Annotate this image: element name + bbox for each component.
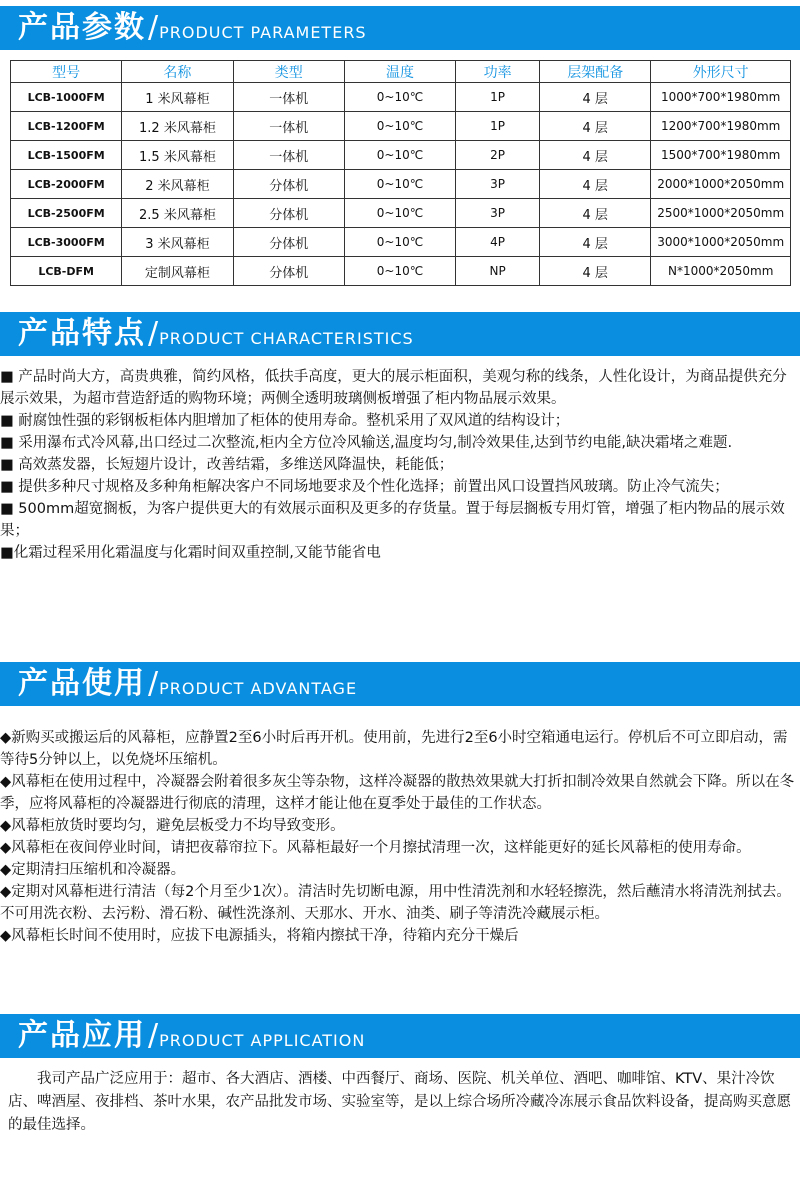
table-row bbox=[11, 141, 791, 170]
cell-type: 分体机 bbox=[233, 257, 344, 286]
section-title-cn: 产品特点 bbox=[18, 316, 146, 351]
cell-power: 3P bbox=[456, 170, 540, 199]
cell-name: 3 米风幕柜 bbox=[122, 228, 233, 257]
section-header-application: 产品应用 / PRODUCT APPLICATION bbox=[0, 1014, 800, 1058]
section-title-en: PRODUCT ADVANTAGE bbox=[159, 679, 358, 698]
section-title-cn: 产品使用 bbox=[18, 666, 146, 701]
section-header-characteristics: 产品特点 / PRODUCT CHARACTERISTICS bbox=[0, 312, 800, 356]
header-temperature: 温度 bbox=[344, 61, 455, 83]
characteristic-item: ■ 提供多种尺寸规格及多种角柜解决客户不同场地要求及个性化选择；前置出风口设置挡风玻璃。防止冷气流失； bbox=[0, 479, 729, 495]
header-power: 功率 bbox=[456, 61, 540, 83]
usage-item: ◆风幕柜在使用过程中，冷凝器会附着很多灰尘等杂物，这样冷凝器的散热效果就大打折扣制冷效果自然就会下降。所以在冬季，应将风幕柜的冷凝器进行彻底的清理，这样才能让他在夏季处于最佳的工作状态。 bbox=[0, 774, 795, 812]
cell-model: LCB-1200FM bbox=[11, 112, 122, 141]
application-text bbox=[0, 1068, 800, 1137]
advantage-list bbox=[0, 727, 800, 947]
characteristic-item: ■化霜过程采用化霜温度与化霜时间双重控制,又能节能省电 bbox=[0, 545, 381, 561]
cell-shelves: 4 层 bbox=[540, 257, 651, 286]
characteristic-item: ■ 产品时尚大方，高贵典雅，简约风格，低扶手高度，更大的展示柜面积，美观匀称的线条，人性化设计，为商品提供充分展示效果，为超市营造舒适的购物环境；两侧全透明玻璃侧板增强了柜内物品展示效果。 bbox=[0, 369, 787, 407]
section-title-en: PRODUCT APPLICATION bbox=[159, 1031, 366, 1050]
cell-power: 3P bbox=[456, 199, 540, 228]
section-title-cn: 产品参数 bbox=[18, 10, 146, 45]
cell-temperature: 0~10℃ bbox=[344, 170, 455, 199]
cell-model: LCB-2000FM bbox=[11, 170, 122, 199]
characteristics-list bbox=[0, 366, 800, 564]
header-model: 型号 bbox=[11, 61, 122, 83]
cell-temperature: 0~10℃ bbox=[344, 199, 455, 228]
usage-item: ◆定期清扫压缩机和冷凝器。 bbox=[0, 862, 186, 878]
usage-item: ◆风幕柜长时间不使用时，应拔下电源插头，将箱内擦拭干净，待箱内充分干燥后 bbox=[0, 928, 519, 944]
cell-shelves: 4 层 bbox=[540, 170, 651, 199]
cell-type: 一体机 bbox=[233, 141, 344, 170]
usage-item: ◆风幕柜放货时要均匀，避免层板受力不均导致变形。 bbox=[0, 818, 345, 834]
cell-shelves: 4 层 bbox=[540, 199, 651, 228]
characteristic-item: ■ 500mm超宽搁板，为客户提供更大的有效展示面积及更多的存货量。置于每层搁板专用灯管，增强了柜内物品的展示效果； bbox=[0, 501, 785, 539]
application-paragraph: 我司产品广泛应用于：超市、各大酒店、酒楼、中西餐厅、商场、医院、机关单位、酒吧、咖啡馆、KTV、果汁冷饮店、啤酒屋、夜排档、茶叶水果，农产品批发市场、实验室等，是以上综合场所冷藏冷冻展示食品饮料设备，提高购买意愿的最佳选择。 bbox=[8, 1071, 791, 1133]
cell-temperature: 0~10℃ bbox=[344, 141, 455, 170]
cell-model: LCB-1000FM bbox=[11, 83, 122, 112]
cell-shelves: 4 层 bbox=[540, 141, 651, 170]
characteristic-item: ■ 耐腐蚀性强的彩钢板柜体内胆增加了柜体的使用寿命。整机采用了双风道的结构设计； bbox=[0, 413, 570, 429]
cell-power: 4P bbox=[456, 228, 540, 257]
cell-type: 一体机 bbox=[233, 83, 344, 112]
cell-dimensions: 1200*700*1980mm bbox=[651, 112, 791, 141]
section-header-advantage: 产品使用 / PRODUCT ADVANTAGE bbox=[0, 662, 800, 706]
table-row bbox=[11, 199, 791, 228]
cell-name: 1.2 米风幕柜 bbox=[122, 112, 233, 141]
cell-type: 分体机 bbox=[233, 228, 344, 257]
header-name: 名称 bbox=[122, 61, 233, 83]
cell-name: 1 米风幕柜 bbox=[122, 83, 233, 112]
table-row bbox=[11, 257, 791, 286]
table-row bbox=[11, 83, 791, 112]
cell-type: 分体机 bbox=[233, 199, 344, 228]
cell-shelves: 4 层 bbox=[540, 83, 651, 112]
cell-model: LCB-3000FM bbox=[11, 228, 122, 257]
table-row bbox=[11, 170, 791, 199]
cell-name: 2.5 米风幕柜 bbox=[122, 199, 233, 228]
usage-item: ◆新购买或搬运后的风幕柜，应静置2至6小时后再开机。使用前，先进行2至6小时空箱通电运行。停机后不可立即启动，需等待5分钟以上，以免烧坏压缩机。 bbox=[0, 730, 788, 768]
cell-model: LCB-2500FM bbox=[11, 199, 122, 228]
usage-item: ◆定期对风幕柜进行清洁（每2个月至少1次）。清洁时先切断电源，用中性清洗剂和水轻轻擦洗，然后蘸清水将清洗剂拭去。不可用洗衣粉、去污粉、滑石粉、碱性洗涤剂、天那水、开水、油类、刷子等清洗冷藏展示柜。 bbox=[0, 884, 791, 922]
usage-item: ◆风幕柜在夜间停业时间，请把夜幕帘拉下。风幕柜最好一个月擦拭清理一次，这样能更好的延长风幕柜的使用寿命。 bbox=[0, 840, 751, 856]
table-row bbox=[11, 228, 791, 257]
cell-temperature: 0~10℃ bbox=[344, 112, 455, 141]
cell-temperature: 0~10℃ bbox=[344, 83, 455, 112]
cell-dimensions: 1500*700*1980mm bbox=[651, 141, 791, 170]
cell-shelves: 4 层 bbox=[540, 228, 651, 257]
header-type: 类型 bbox=[233, 61, 344, 83]
cell-temperature: 0~10℃ bbox=[344, 257, 455, 286]
cell-dimensions: 2500*1000*2050mm bbox=[651, 199, 791, 228]
section-title-en: PRODUCT PARAMETERS bbox=[159, 23, 367, 42]
cell-name: 定制风幕柜 bbox=[122, 257, 233, 286]
cell-dimensions: 3000*1000*2050mm bbox=[651, 228, 791, 257]
cell-power: NP bbox=[456, 257, 540, 286]
characteristic-item: ■ 采用瀑布式冷风幕,出口经过二次整流,柜内全方位冷风输送,温度均匀,制冷效果佳,达到节约电能,缺决霜堵之难题. bbox=[0, 435, 733, 451]
cell-type: 一体机 bbox=[233, 112, 344, 141]
cell-name: 1.5 米风幕柜 bbox=[122, 141, 233, 170]
table-row bbox=[11, 112, 791, 141]
section-title-en: PRODUCT CHARACTERISTICS bbox=[159, 329, 414, 348]
cell-name: 2 米风幕柜 bbox=[122, 170, 233, 199]
cell-power: 1P bbox=[456, 112, 540, 141]
cell-dimensions: 2000*1000*2050mm bbox=[651, 170, 791, 199]
characteristic-item: ■ 高效蒸发器，长短翅片设计，改善结霜，多维送风降温快，耗能低； bbox=[0, 457, 454, 473]
cell-model: LCB-1500FM bbox=[11, 141, 122, 170]
table-header-row bbox=[11, 61, 791, 83]
parameters-table bbox=[10, 60, 791, 286]
section-title-cn: 产品应用 bbox=[18, 1018, 146, 1053]
cell-shelves: 4 层 bbox=[540, 112, 651, 141]
cell-power: 1P bbox=[456, 83, 540, 112]
cell-model: LCB-DFM bbox=[11, 257, 122, 286]
header-dimensions: 外形尺寸 bbox=[651, 61, 791, 83]
cell-dimensions: N*1000*2050mm bbox=[651, 257, 791, 286]
cell-power: 2P bbox=[456, 141, 540, 170]
cell-type: 分体机 bbox=[233, 170, 344, 199]
cell-dimensions: 1000*700*1980mm bbox=[651, 83, 791, 112]
header-shelves: 层架配备 bbox=[540, 61, 651, 83]
section-header-params: 产品参数 / PRODUCT PARAMETERS bbox=[0, 6, 800, 50]
cell-temperature: 0~10℃ bbox=[344, 228, 455, 257]
